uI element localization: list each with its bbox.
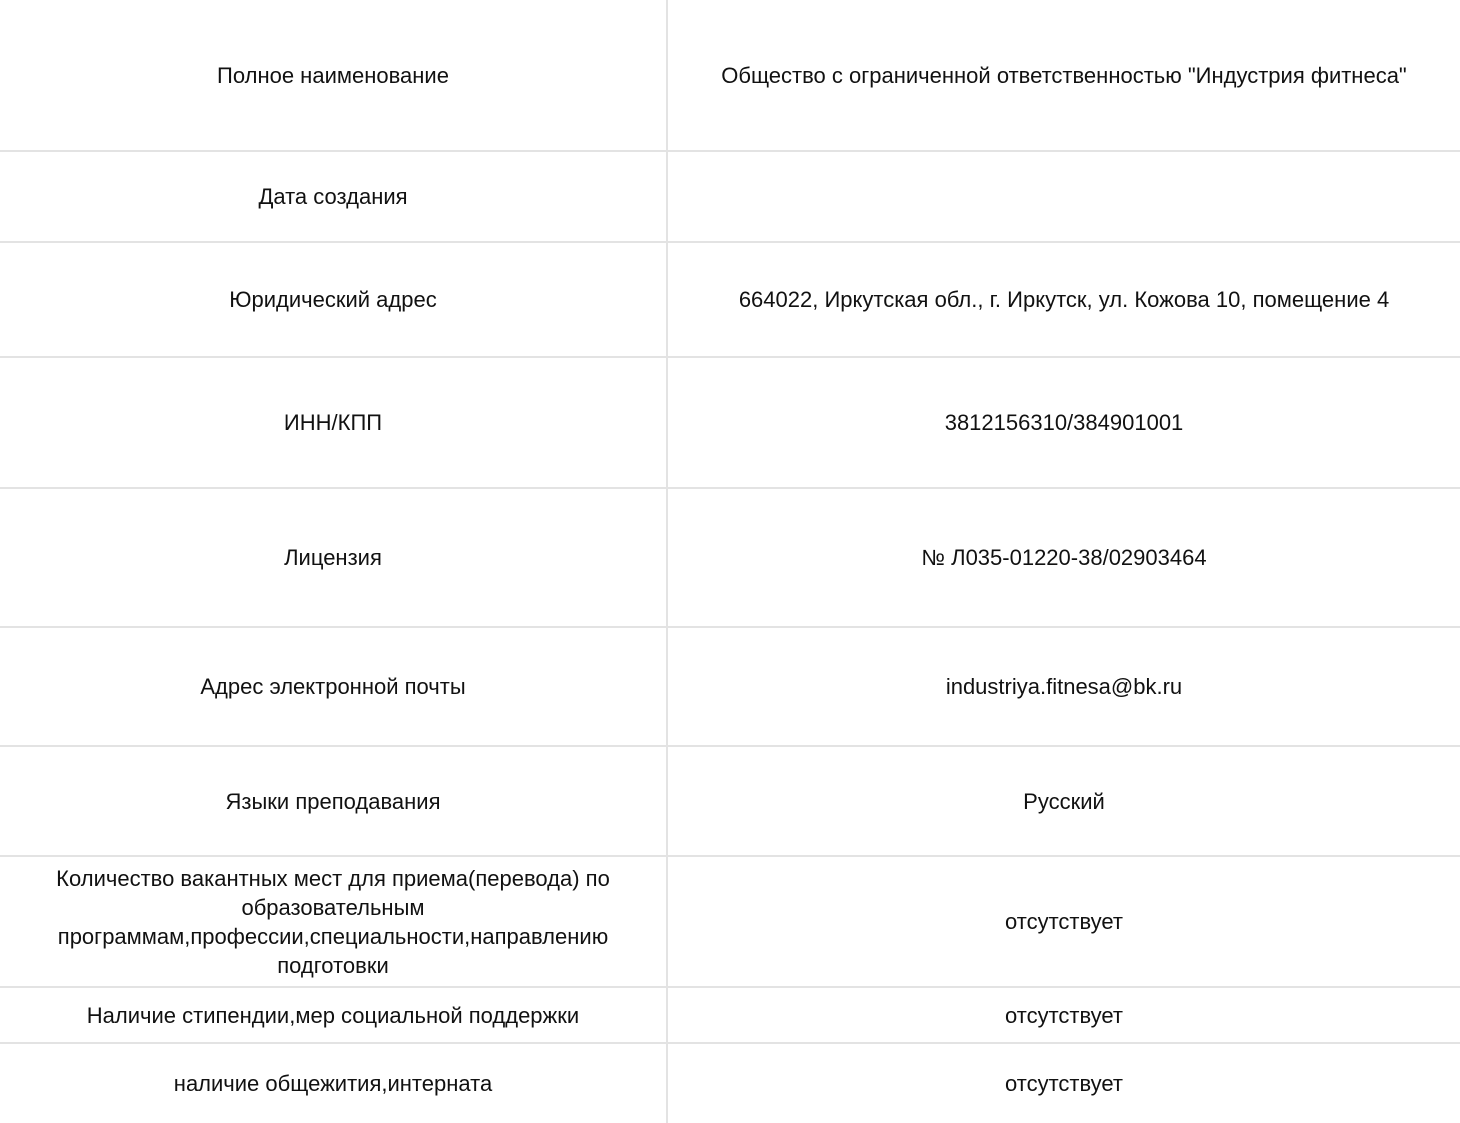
row-value: [667, 151, 1460, 242]
table-row-creation-date: [0, 151, 1460, 242]
row-label: Языки преподавания: [0, 746, 667, 856]
table-row-email: [0, 627, 1460, 746]
table-row-dormitory: [0, 1043, 1460, 1123]
table-row-full-name: [0, 0, 1460, 151]
row-label: Лицензия: [0, 488, 667, 627]
row-label: Дата создания: [0, 151, 667, 242]
table-row-legal-address: [0, 242, 1460, 357]
row-label: Адрес электронной почты: [0, 627, 667, 746]
row-value: отсутствует: [667, 987, 1460, 1043]
row-value[interactable]: industriya.fitnesa@bk.ru: [667, 627, 1460, 746]
row-value: отсутствует: [1004, 1071, 1124, 1096]
table-row-vacancies: [0, 856, 1460, 987]
table-row-inn-kpp: [0, 357, 1460, 488]
row-label: Юридический адрес: [0, 242, 667, 357]
row-label: Полное наименование: [0, 0, 667, 151]
row-value: № Л035-01220-38/02903464: [667, 488, 1460, 627]
row-value: Русский: [667, 746, 1460, 856]
row-value: 664022, Иркутская обл., г. Иркутск, ул. Кожова 10, помещение 4: [667, 242, 1460, 357]
row-label: Количество вакантных мест для приема(перевода) по образовательным программам,профессии,специальности,направлению подготовки: [0, 856, 667, 987]
row-value: Общество с ограниченной ответственностью "Индустрия фитнеса": [667, 0, 1460, 151]
row-label: наличие общежития,интерната: [0, 1043, 667, 1123]
table-row-scholarship: [0, 987, 1460, 1043]
row-label: ИНН/КПП: [0, 357, 667, 488]
table-row-license: [0, 488, 1460, 627]
table-row-languages: [0, 746, 1460, 856]
row-value: отсутствует: [667, 856, 1460, 987]
row-label: Наличие стипендии,мер социальной поддержки: [0, 987, 667, 1043]
row-value: 3812156310/384901001: [667, 357, 1460, 488]
